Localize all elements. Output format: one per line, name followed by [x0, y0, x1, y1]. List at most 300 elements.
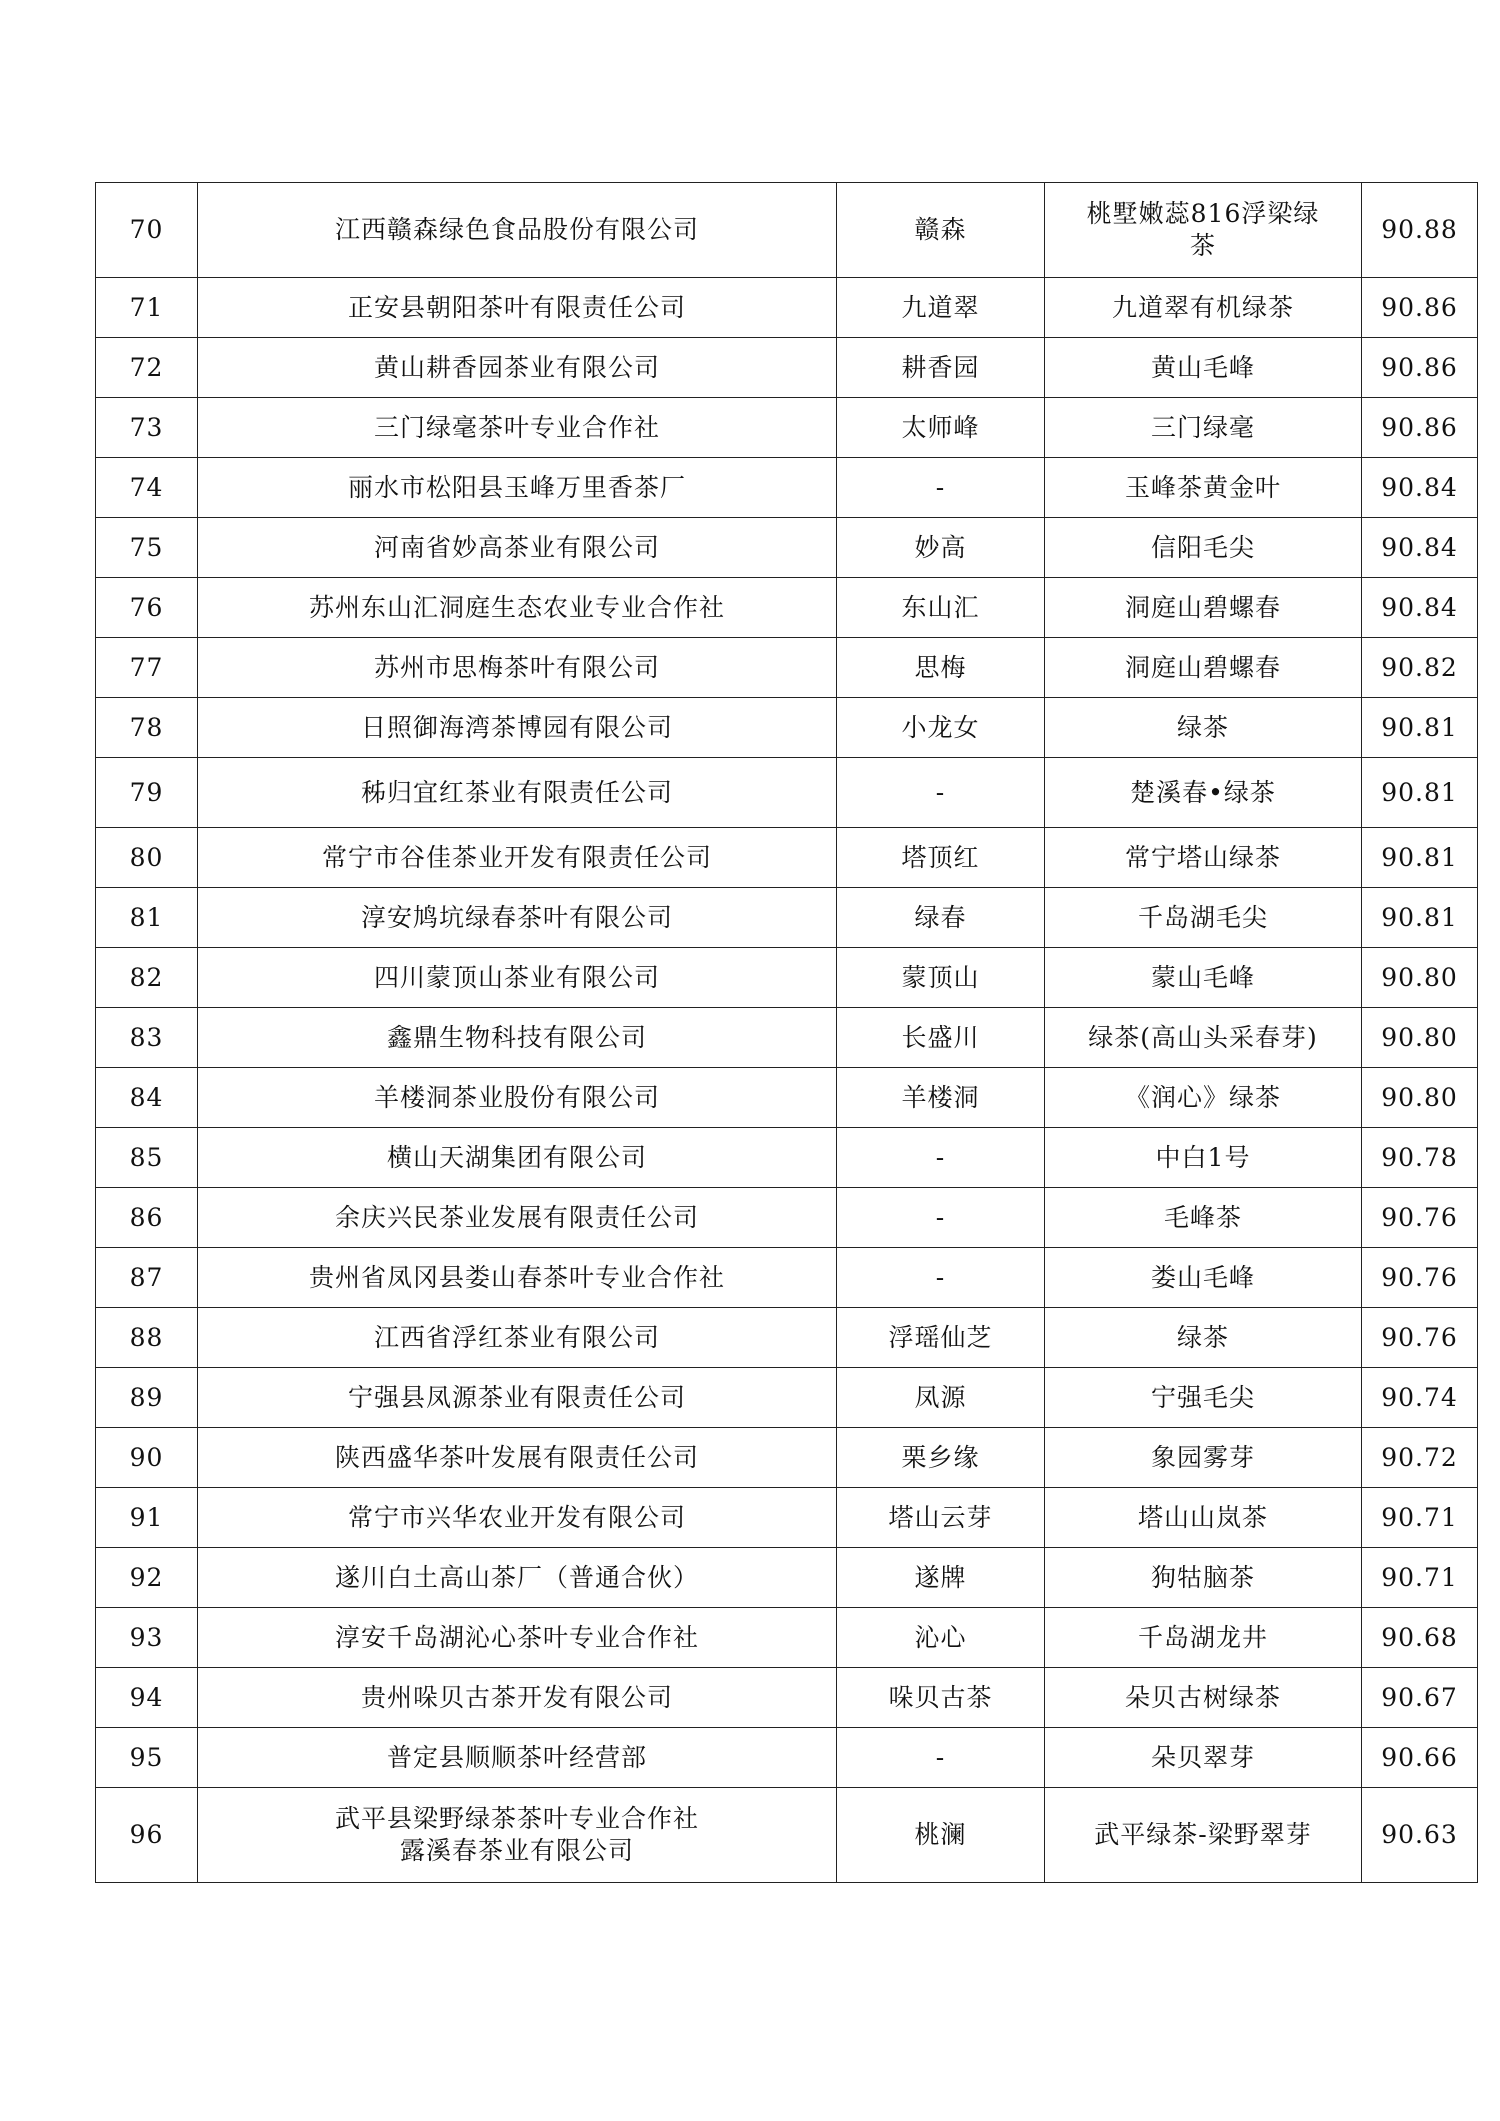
brand-name: 桃澜: [914, 1820, 967, 1849]
company-name: 宁强县凤源茶业有限责任公司: [347, 1382, 686, 1412]
product-name: 九道翠有机绿茶: [1111, 292, 1294, 322]
row-number: 71: [129, 292, 164, 322]
row-number-cell: [96, 518, 198, 578]
brand-cell: [837, 1668, 1045, 1728]
company-name: 秭归宜红茶业有限责任公司: [360, 777, 673, 807]
score-value: 90.66: [1381, 1742, 1458, 1772]
product-name: 宁强毛尖: [1150, 1382, 1255, 1412]
company-name: 丽水市松阳县玉峰万里香茶厂: [347, 472, 686, 502]
score-value: 90.84: [1381, 472, 1458, 502]
product-cell: [1045, 1428, 1362, 1488]
company-name: 河南省妙高茶业有限公司: [373, 532, 660, 562]
brand-cell: [837, 1008, 1045, 1068]
brand-cell: [837, 1548, 1045, 1608]
score-cell: [1362, 1728, 1478, 1788]
product-cell: [1045, 758, 1362, 828]
brand-cell: [837, 1368, 1045, 1428]
row-number-cell: [96, 338, 198, 398]
brand-name: 九道翠: [901, 292, 980, 322]
row-number: 78: [129, 712, 164, 742]
score-cell: [1362, 638, 1478, 698]
table-row: [96, 1068, 1478, 1128]
row-number-cell: [96, 1428, 198, 1488]
score-value: 90.78: [1381, 1142, 1458, 1172]
row-number: 70: [129, 215, 164, 244]
product-cell: [1045, 828, 1362, 888]
product-name: 娄山毛峰: [1150, 1262, 1255, 1292]
score-value: 90.81: [1381, 712, 1458, 742]
row-number-cell: [96, 888, 198, 948]
score-cell: [1362, 1368, 1478, 1428]
brand-cell: [837, 1068, 1045, 1128]
row-number-cell: [96, 1308, 198, 1368]
score-cell: [1362, 1068, 1478, 1128]
score-value: 90.88: [1381, 215, 1458, 244]
tea-ranking-table: [95, 182, 1478, 1883]
brand-cell: [837, 948, 1045, 1008]
brand-cell: [837, 398, 1045, 458]
brand-cell: [837, 828, 1045, 888]
row-number-cell: [96, 1128, 198, 1188]
brand-name: 塔山云芽: [888, 1502, 993, 1532]
company-cell: [198, 698, 837, 758]
score-value: 90.67: [1381, 1682, 1458, 1712]
product-cell: [1045, 1188, 1362, 1248]
row-number-cell: [96, 948, 198, 1008]
company-name: 露溪春茶业有限公司: [399, 1836, 634, 1865]
row-number: 73: [129, 412, 164, 442]
product-cell: [1045, 1248, 1362, 1308]
brand-cell: [837, 1248, 1045, 1308]
score-value: 90.68: [1381, 1622, 1458, 1652]
company-cell: [198, 183, 837, 278]
brand-name: 凤源: [914, 1382, 967, 1412]
product-cell: [1045, 1488, 1362, 1548]
company-cell: [198, 1188, 837, 1248]
company-name: 常宁市兴华农业开发有限公司: [347, 1502, 686, 1532]
row-number-cell: [96, 278, 198, 338]
table-row: [96, 1248, 1478, 1308]
brand-name: 栗乡缘: [901, 1442, 980, 1472]
brand-name: -: [935, 1142, 946, 1172]
product-name: 绿茶(高山头采春芽): [1088, 1022, 1318, 1052]
row-number-cell: [96, 698, 198, 758]
product-cell: [1045, 1068, 1362, 1128]
row-number-cell: [96, 1008, 198, 1068]
score-cell: [1362, 578, 1478, 638]
row-number: 90: [129, 1442, 164, 1472]
company-name: 余庆兴民茶业发展有限责任公司: [334, 1202, 699, 1232]
table-row: [96, 1308, 1478, 1368]
table-body: [96, 183, 1478, 1883]
table-row: [96, 1668, 1478, 1728]
row-number-cell: [96, 1608, 198, 1668]
brand-cell: [837, 338, 1045, 398]
row-number: 80: [129, 842, 164, 872]
brand-name: 绿春: [914, 902, 967, 932]
product-name: 狗牯脑茶: [1150, 1562, 1255, 1592]
brand-cell: [837, 1728, 1045, 1788]
row-number-cell: [96, 1548, 198, 1608]
product-cell: [1045, 1128, 1362, 1188]
brand-name: 思梅: [914, 652, 967, 682]
brand-name: 沁心: [914, 1622, 967, 1652]
score-value: 90.80: [1381, 962, 1458, 992]
product-cell: [1045, 888, 1362, 948]
product-cell: [1045, 398, 1362, 458]
product-cell: [1045, 1308, 1362, 1368]
table-row: [96, 758, 1478, 828]
table-row: [96, 338, 1478, 398]
company-cell: [198, 458, 837, 518]
company-name: 黄山耕香园茶业有限公司: [373, 352, 660, 382]
row-number-cell: [96, 1488, 198, 1548]
score-cell: [1362, 278, 1478, 338]
table-row: [96, 183, 1478, 278]
row-number-cell: [96, 828, 198, 888]
table-row: [96, 1488, 1478, 1548]
company-cell: [198, 398, 837, 458]
brand-name: 赣森: [914, 215, 967, 244]
score-value: 90.63: [1381, 1820, 1458, 1849]
brand-cell: [837, 1428, 1045, 1488]
score-cell: [1362, 1128, 1478, 1188]
table-row: [96, 1008, 1478, 1068]
product-cell: [1045, 278, 1362, 338]
product-name: 茶: [1189, 231, 1216, 260]
product-name: 三门绿毫: [1150, 412, 1255, 442]
brand-name: -: [935, 1202, 946, 1232]
company-cell: [198, 518, 837, 578]
product-name: 玉峰茶黄金叶: [1124, 472, 1281, 502]
brand-cell: [837, 1488, 1045, 1548]
company-cell: [198, 1248, 837, 1308]
product-name: 楚溪春•绿茶: [1130, 777, 1276, 807]
row-number: 91: [129, 1502, 164, 1532]
table-row: [96, 578, 1478, 638]
company-cell: [198, 828, 837, 888]
score-cell: [1362, 1008, 1478, 1068]
product-cell: [1045, 948, 1362, 1008]
score-cell: [1362, 1308, 1478, 1368]
product-cell: [1045, 183, 1362, 278]
company-cell: [198, 1428, 837, 1488]
brand-name: 遂牌: [914, 1562, 967, 1592]
table-row: [96, 948, 1478, 1008]
row-number-cell: [96, 458, 198, 518]
product-name: 常宁塔山绿茶: [1124, 842, 1281, 872]
row-number: 95: [129, 1742, 164, 1772]
score-value: 90.76: [1381, 1202, 1458, 1232]
brand-cell: [837, 183, 1045, 278]
company-name: 日照御海湾茶博园有限公司: [360, 712, 673, 742]
brand-name: 蒙顶山: [901, 962, 980, 992]
company-name: 常宁市谷佳茶业开发有限责任公司: [321, 842, 712, 872]
brand-name: 浮瑶仙芝: [888, 1322, 993, 1352]
score-cell: [1362, 1248, 1478, 1308]
brand-cell: [837, 888, 1045, 948]
company-name: 武平县梁野绿茶茶叶专业合作社: [334, 1804, 699, 1833]
score-value: 90.86: [1381, 352, 1458, 382]
company-name: 贵州省凤冈县娄山春茶叶专业合作社: [308, 1262, 725, 1292]
brand-name: -: [935, 1742, 946, 1772]
row-number: 94: [129, 1682, 164, 1712]
score-cell: [1362, 1428, 1478, 1488]
company-name: 遂川白土高山茶厂（普通合伙）: [334, 1562, 699, 1592]
brand-name: 塔顶红: [901, 842, 980, 872]
row-number: 81: [129, 902, 164, 932]
company-name: 淳安千岛湖沁心茶叶专业合作社: [334, 1622, 699, 1652]
brand-name: 羊楼洞: [901, 1082, 980, 1112]
row-number: 74: [129, 472, 164, 502]
table-row: [96, 1128, 1478, 1188]
brand-name: 小龙女: [901, 712, 980, 742]
table-row: [96, 888, 1478, 948]
product-name: 毛峰茶: [1163, 1202, 1242, 1232]
row-number: 82: [129, 962, 164, 992]
row-number: 83: [129, 1022, 164, 1052]
company-cell: [198, 948, 837, 1008]
brand-name: -: [935, 472, 946, 502]
row-number: 86: [129, 1202, 164, 1232]
score-cell: [1362, 1188, 1478, 1248]
row-number-cell: [96, 1788, 198, 1883]
brand-name: -: [935, 1262, 946, 1292]
score-value: 90.76: [1381, 1262, 1458, 1292]
row-number-cell: [96, 1668, 198, 1728]
score-value: 90.86: [1381, 292, 1458, 322]
company-name: 陕西盛华茶叶发展有限责任公司: [334, 1442, 699, 1472]
row-number: 84: [129, 1082, 164, 1112]
score-cell: [1362, 1548, 1478, 1608]
product-name: 朵贝古树绿茶: [1124, 1682, 1281, 1712]
company-cell: [198, 888, 837, 948]
company-cell: [198, 1128, 837, 1188]
table-row: [96, 638, 1478, 698]
row-number: 92: [129, 1562, 164, 1592]
product-name: 洞庭山碧螺春: [1124, 652, 1281, 682]
company-cell: [198, 1788, 837, 1883]
brand-name: 妙高: [914, 532, 967, 562]
brand-cell: [837, 758, 1045, 828]
row-number: 77: [129, 652, 164, 682]
score-cell: [1362, 698, 1478, 758]
row-number: 89: [129, 1382, 164, 1412]
company-cell: [198, 638, 837, 698]
product-cell: [1045, 458, 1362, 518]
product-name: 桃墅嫩蕊816浮梁绿: [1086, 199, 1320, 228]
score-value: 90.80: [1381, 1082, 1458, 1112]
brand-cell: [837, 458, 1045, 518]
brand-cell: [837, 698, 1045, 758]
score-cell: [1362, 828, 1478, 888]
company-cell: [198, 1608, 837, 1668]
score-value: 90.82: [1381, 652, 1458, 682]
score-value: 90.76: [1381, 1322, 1458, 1352]
company-name: 苏州东山汇洞庭生态农业专业合作社: [308, 592, 725, 622]
table-row: [96, 698, 1478, 758]
product-cell: [1045, 1608, 1362, 1668]
product-cell: [1045, 1668, 1362, 1728]
company-name: 横山天湖集团有限公司: [386, 1142, 647, 1172]
score-value: 90.81: [1381, 902, 1458, 932]
product-cell: [1045, 638, 1362, 698]
score-value: 90.84: [1381, 532, 1458, 562]
table-row: [96, 1548, 1478, 1608]
company-cell: [198, 1728, 837, 1788]
company-name: 四川蒙顶山茶业有限公司: [373, 962, 660, 992]
row-number-cell: [96, 1188, 198, 1248]
table-row: [96, 1608, 1478, 1668]
row-number: 88: [129, 1322, 164, 1352]
company-cell: [198, 758, 837, 828]
score-cell: [1362, 338, 1478, 398]
score-cell: [1362, 458, 1478, 518]
score-value: 90.81: [1381, 777, 1458, 807]
table-row: [96, 518, 1478, 578]
product-name: 武平绿茶-梁野翠芽: [1094, 1820, 1312, 1849]
score-cell: [1362, 1608, 1478, 1668]
company-cell: [198, 1008, 837, 1068]
product-cell: [1045, 338, 1362, 398]
company-cell: [198, 1668, 837, 1728]
product-cell: [1045, 518, 1362, 578]
brand-name: 耕香园: [901, 352, 980, 382]
table-row: [96, 828, 1478, 888]
company-name: 正安县朝阳茶叶有限责任公司: [347, 292, 686, 322]
product-name: 千岛湖龙井: [1137, 1622, 1268, 1652]
score-value: 90.74: [1381, 1382, 1458, 1412]
table-row: [96, 1428, 1478, 1488]
company-name: 普定县顺顺茶叶经营部: [386, 1742, 647, 1772]
score-cell: [1362, 183, 1478, 278]
product-name: 绿茶: [1176, 1322, 1229, 1352]
brand-cell: [837, 1308, 1045, 1368]
score-value: 90.80: [1381, 1022, 1458, 1052]
score-cell: [1362, 398, 1478, 458]
brand-cell: [837, 278, 1045, 338]
score-value: 90.84: [1381, 592, 1458, 622]
row-number-cell: [96, 183, 198, 278]
product-cell: [1045, 1008, 1362, 1068]
company-cell: [198, 278, 837, 338]
brand-cell: [837, 518, 1045, 578]
row-number: 75: [129, 532, 164, 562]
company-cell: [198, 1368, 837, 1428]
row-number-cell: [96, 638, 198, 698]
product-cell: [1045, 1788, 1362, 1883]
table-row: [96, 1788, 1478, 1883]
score-cell: [1362, 518, 1478, 578]
product-cell: [1045, 1368, 1362, 1428]
score-value: 90.71: [1381, 1502, 1458, 1532]
product-cell: [1045, 578, 1362, 638]
product-name: 绿茶: [1176, 712, 1229, 742]
company-cell: [198, 338, 837, 398]
company-name: 苏州市思梅茶叶有限公司: [373, 652, 660, 682]
score-value: 90.81: [1381, 842, 1458, 872]
table-row: [96, 398, 1478, 458]
score-value: 90.86: [1381, 412, 1458, 442]
brand-name: 太师峰: [901, 412, 980, 442]
brand-cell: [837, 638, 1045, 698]
row-number-cell: [96, 1368, 198, 1428]
score-cell: [1362, 948, 1478, 1008]
row-number: 96: [129, 1820, 164, 1849]
company-name: 贵州哚贝古茶开发有限公司: [360, 1682, 673, 1712]
product-name: 塔山山岚茶: [1137, 1502, 1268, 1532]
company-name: 三门绿毫茶叶专业合作社: [373, 412, 660, 442]
row-number: 79: [129, 777, 164, 807]
row-number-cell: [96, 398, 198, 458]
brand-cell: [837, 1788, 1045, 1883]
brand-cell: [837, 578, 1045, 638]
row-number-cell: [96, 1068, 198, 1128]
company-cell: [198, 1068, 837, 1128]
score-cell: [1362, 888, 1478, 948]
table-row: [96, 278, 1478, 338]
company-cell: [198, 578, 837, 638]
score-cell: [1362, 758, 1478, 828]
row-number: 72: [129, 352, 164, 382]
brand-name: 东山汇: [901, 592, 980, 622]
score-cell: [1362, 1788, 1478, 1883]
score-cell: [1362, 1668, 1478, 1728]
product-cell: [1045, 1548, 1362, 1608]
brand-cell: [837, 1188, 1045, 1248]
product-name: 蒙山毛峰: [1150, 962, 1255, 992]
company-name: 羊楼洞茶业股份有限公司: [373, 1082, 660, 1112]
product-name: 朵贝翠芽: [1150, 1742, 1255, 1772]
product-name: 《润心》绿茶: [1124, 1082, 1281, 1112]
product-name: 千岛湖毛尖: [1137, 902, 1268, 932]
row-number-cell: [96, 1248, 198, 1308]
product-name: 洞庭山碧螺春: [1124, 592, 1281, 622]
table-row: [96, 1368, 1478, 1428]
table-row: [96, 458, 1478, 518]
product-cell: [1045, 1728, 1362, 1788]
row-number: 87: [129, 1262, 164, 1292]
product-name: 象园雾芽: [1150, 1442, 1255, 1472]
company-name: 淳安鸠坑绿春茶叶有限公司: [360, 902, 673, 932]
product-cell: [1045, 698, 1362, 758]
row-number: 76: [129, 592, 164, 622]
brand-cell: [837, 1608, 1045, 1668]
score-cell: [1362, 1488, 1478, 1548]
brand-cell: [837, 1128, 1045, 1188]
product-name: 信阳毛尖: [1150, 532, 1255, 562]
score-value: 90.71: [1381, 1562, 1458, 1592]
row-number-cell: [96, 578, 198, 638]
company-name: 江西省浮红茶业有限公司: [373, 1322, 660, 1352]
brand-name: 哚贝古茶: [888, 1682, 993, 1712]
company-cell: [198, 1548, 837, 1608]
company-name: 江西赣森绿色食品股份有限公司: [334, 215, 699, 244]
table-row: [96, 1188, 1478, 1248]
brand-name: -: [935, 777, 946, 807]
company-name: 鑫鼎生物科技有限公司: [386, 1022, 647, 1052]
row-number: 85: [129, 1142, 164, 1172]
product-name: 黄山毛峰: [1150, 352, 1255, 382]
table-row: [96, 1728, 1478, 1788]
row-number: 93: [129, 1622, 164, 1652]
row-number-cell: [96, 758, 198, 828]
row-number-cell: [96, 1728, 198, 1788]
company-cell: [198, 1308, 837, 1368]
company-cell: [198, 1488, 837, 1548]
brand-name: 长盛川: [901, 1022, 980, 1052]
product-name: 中白1号: [1155, 1142, 1251, 1172]
